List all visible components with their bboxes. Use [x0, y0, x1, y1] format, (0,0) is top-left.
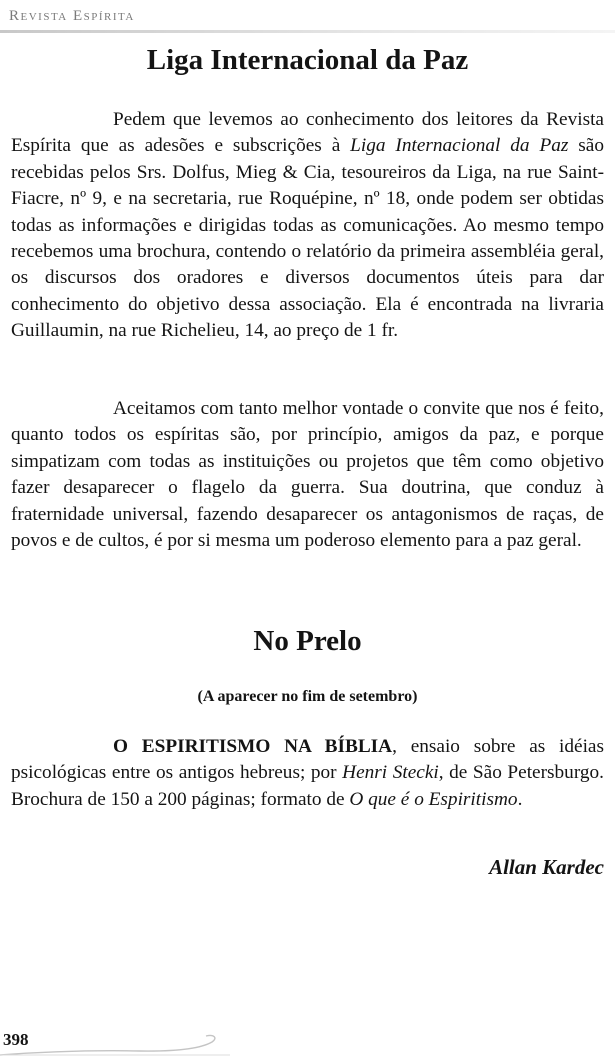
paragraph-text: Aceitamos com tanto melhor vontade o convite que nos é feito, quanto todos os espíritas são, por princípio, amigos da paz, e porque simpatizam com todas as instituições ou projetos que têm como objetivo fazer desaparecer o flagelo da guerra. Sua doutrina, que conduz à fraternidade universal, fazendo desaparecer os antagonismos de raças, de povos e de cultos, é por si mesma um poderoso elemento para a paz geral. [11, 398, 604, 552]
footer-swoosh-ornament [0, 1030, 230, 1056]
paragraph-text: Pedem que levemos ao conhecimento dos leitores da Revista Espírita que as adesões e subscrições à [11, 109, 604, 157]
signature: Allan Kardec [489, 855, 604, 879]
article-paragraph-2 [11, 396, 604, 554]
article-title: Liga Internacional da Paz [146, 44, 469, 76]
paragraph-text: . [517, 788, 523, 810]
paragraph-emphasis: Liga Internacional da Paz [350, 135, 569, 157]
paragraph-text: são recebidas pelos Srs. Dolfus, Mieg & Cia, tesoureiros da Liga, na rue Saint-Fiacre, nº 9, e na secretaria, rue Roquépine, nº 18, onde podem ser obtidas todas as informações e dirigidas todas as comunicações. Ao mesmo tempo recebemos uma brochura, contendo o relatório da primeira assembléia geral, os discursos dos oradores e diversos documentos úteis para dar conhecimento do objetivo dessa associação. Ela é encontrada na livraria Guillaumin, na rue Richelieu, 14, ao preço de 1 fr. [11, 135, 604, 342]
paragraph-text: , de São Petersburgo. Brochura de 150 a 200 páginas; formato de [11, 762, 604, 810]
header-rule [0, 30, 615, 33]
page-number: 398 [3, 1030, 29, 1049]
running-head: Revista Espírita [9, 8, 135, 24]
section-subtitle: (A aparecer no fim de setembro) [197, 688, 418, 705]
article-paragraph-1 [11, 107, 604, 345]
paragraph-text: , ensaio sobre as idéias psicológicas entre os antigos hebreus; por [11, 736, 604, 784]
book-title: O ESPIRITISMO NA BÍBLIA [113, 736, 393, 757]
section-paragraph [11, 734, 604, 813]
section-title: No Prelo [253, 625, 362, 657]
referenced-book-title: O que é o Espiritismo [349, 788, 518, 810]
author-name: Henri Stecki [342, 762, 439, 784]
